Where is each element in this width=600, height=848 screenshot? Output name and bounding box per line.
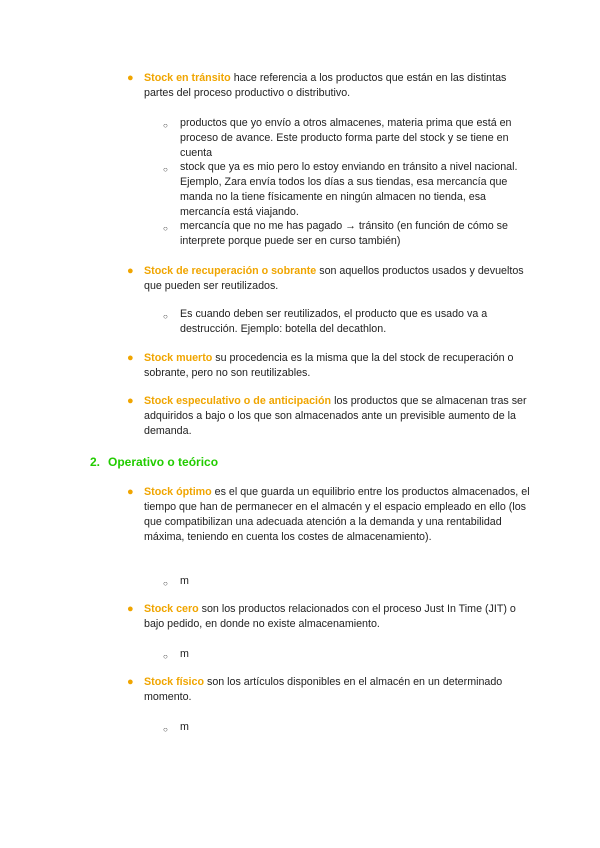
sub-list-item: productos que yo envío a otros almacenes, materia prima que está en proceso de avance. Este producto forma parte del stock y se tiene en cuenta: [180, 117, 512, 159]
sub-list-item: stock que ya es mio pero lo estoy enviando en tránsito a nivel nacional. Ejemplo, Zara envía todos los días a sus tiendas, esa mercancía que manda no la tiene físicamente en ningún almacen no tienda, esa mercancía está viajando.: [180, 161, 518, 218]
circle-bullet-icon: ○: [163, 579, 168, 588]
term-label: Stock en tránsito: [144, 72, 231, 84]
list-item-stock-recuperacion: [144, 264, 534, 294]
circle-bullet-icon: ○: [163, 165, 168, 174]
bullet-icon: ●: [127, 265, 134, 277]
term-label: Stock óptimo: [144, 486, 212, 498]
bullet-icon: ●: [127, 352, 134, 364]
term-label: Stock de recuperación o sobrante: [144, 265, 317, 277]
item-text: es el que guarda un equilibrio entre los productos almacenados, el tiempo que han de permanecer en el almacén y el espacio empleado en ello (los que compatibilizan una adecuada atención a la demanda y una rentabilidad máxima, teniendo en cuenta los costes de almacenamiento).: [144, 486, 530, 543]
term-label: Stock muerto: [144, 352, 213, 364]
sub-list-item: Es cuando deben ser reutilizados, el producto que es usado va a destrucción. Ejemplo: botella del decathlon.: [180, 308, 488, 335]
list-item-stock-optimo: [144, 485, 534, 545]
sub-list-item: m: [180, 575, 189, 587]
list-item-stock-muerto: [144, 351, 534, 381]
sub-list-item: m: [180, 648, 189, 660]
item-text: son los artículos disponibles en el almacén en un determinado momento.: [144, 676, 503, 703]
item-text: son aquellos productos usados y devueltos que pueden ser reutilizados.: [144, 265, 524, 292]
circle-bullet-icon: ○: [163, 224, 168, 233]
section-number: 2.: [90, 455, 101, 469]
list-item-stock-especulativo: [144, 394, 534, 439]
item-text: son los productos relacionados con el proceso Just In Time (JIT) o bajo pedido, en donde no existe almacenamiento.: [144, 603, 516, 630]
list-item-stock-cero: [144, 602, 534, 632]
circle-bullet-icon: ○: [163, 652, 168, 661]
circle-bullet-icon: ○: [163, 121, 168, 130]
circle-bullet-icon: ○: [163, 312, 168, 321]
bullet-icon: ●: [127, 72, 134, 84]
section-heading: [90, 455, 218, 470]
list-item-stock-fisico: [144, 675, 534, 705]
bullet-icon: ●: [127, 603, 134, 615]
term-label: Stock cero: [144, 603, 199, 615]
circle-bullet-icon: ○: [163, 725, 168, 734]
list-item-stock-transito: [144, 71, 534, 101]
bullet-icon: ●: [127, 395, 134, 407]
term-label: Stock especulativo o de anticipación: [144, 395, 332, 407]
sub-list-item: mercancía que no me has pagado → tránsito (en función de cómo se interprete porque puede ser en curso también): [180, 220, 508, 247]
bullet-icon: ●: [127, 486, 134, 498]
item-text: su procedencia es la misma que la del stock de recuperación o sobrante, pero no son reutilizables.: [144, 352, 514, 379]
item-text: los productos que se almacenan tras ser adquiridos a bajo o los que son almacenados ante un previsible aumento de la demanda.: [144, 395, 527, 437]
sub-list-item: m: [180, 721, 189, 733]
item-text: hace referencia a los productos que están en las distintas partes del proceso productivo o distributivo.: [144, 72, 507, 99]
section-title: Operativo o teórico: [108, 455, 219, 469]
term-label: Stock físico: [144, 676, 204, 688]
bullet-icon: ●: [127, 676, 134, 688]
